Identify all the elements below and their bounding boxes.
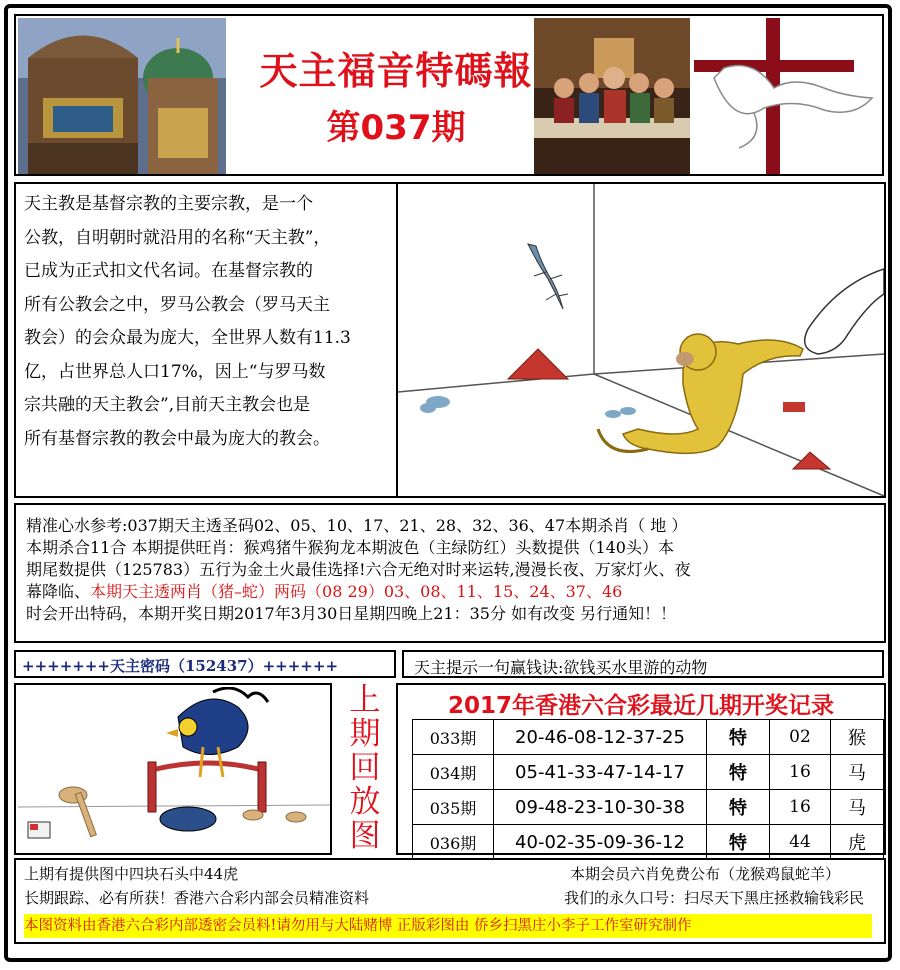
- period-cell: 033期: [413, 720, 494, 755]
- footer-line: [24, 862, 880, 886]
- secret-code: +++++++天主密码（152437）++++++: [22, 657, 339, 675]
- period-cell: 035期: [413, 790, 494, 825]
- intro-text: [24, 188, 394, 456]
- monkey-lizard-illustration: [396, 184, 884, 496]
- footer-text: 长期跟踪、必有所获！香港六合彩内部会员精准资料: [24, 889, 370, 907]
- tag-cell: 特: [707, 825, 770, 860]
- zodiac-cell: 马: [831, 790, 884, 825]
- zodiac-cell: 马: [831, 755, 884, 790]
- advice-highlight: 本期天主透两肖（猪–蛇）两码（08 29）03、08、11、15、24、37、46: [90, 582, 623, 601]
- intro-line: 已成为正式扣文代名词。在基督宗教的: [24, 261, 313, 281]
- footer-panel: [14, 858, 886, 944]
- tag-cell: 特: [707, 790, 770, 825]
- special-cell: 02: [770, 720, 831, 755]
- intro-line: 天主教是基督宗教的主要宗教，是一个: [24, 194, 313, 214]
- zodiac-cell: 猴: [831, 720, 884, 755]
- footer-banner: 本图资料由香港六合彩内部透密会员料!请勿用与大陆赌博 正版彩图由 侨乡扫黑庄小李子工作室研究制作: [24, 914, 872, 938]
- tag-cell: 特: [707, 720, 770, 755]
- records-table: [412, 719, 884, 860]
- table-row: [413, 720, 884, 755]
- period-cell: 034期: [413, 755, 494, 790]
- numbers-cell: 05-41-33-47-14-17: [494, 755, 707, 790]
- table-row: [413, 790, 884, 825]
- footer-text: 我们的永久口号：扫尽天下黑庄拯救输钱彩民: [563, 889, 864, 907]
- numbers-cell: 20-46-08-12-37-25: [494, 720, 707, 755]
- advice-text: 幕降临、: [26, 582, 91, 601]
- newspaper-title: 天主福音特碼報: [259, 49, 533, 93]
- intro-line: 所有基督宗教的教会中最为庞大的教会。: [24, 428, 330, 449]
- rooster-stones-illustration: [18, 687, 330, 853]
- intro-line: 教会）的会众最为庞大，全世界人数有11.3: [24, 328, 351, 348]
- advice-line: 期尾数提供（125783）五行为金土火最佳选择!六合无绝对时来运转,漫漫长夜、万家灯火、夜: [26, 560, 691, 579]
- replay-char: 放: [349, 784, 381, 820]
- replay-label: [340, 683, 390, 855]
- replay-char: 期: [349, 716, 381, 752]
- replay-char: 上: [349, 682, 381, 718]
- replay-char: 回: [349, 750, 381, 786]
- hint-text: 天主提示一句赢钱诀:欲钱买水里游的动物: [414, 658, 708, 677]
- cross-dove-image: [694, 18, 880, 174]
- period-cell: 036期: [413, 825, 494, 860]
- footer-text: 本期会员六肖免费公布（龙猴鸡鼠蛇羊）: [569, 865, 840, 883]
- advice-panel: [14, 503, 886, 643]
- advice-line: [26, 581, 874, 603]
- table-row: [413, 825, 884, 860]
- intro-line: 公教，自明朝时就沿用的名称“天主教”，: [24, 227, 331, 248]
- advice-line: 精准心水参考:037期天主透圣码02、05、10、17、21、28、32、36、47本期杀肖（ 地 ）: [26, 516, 688, 535]
- last-supper-painting: [534, 18, 690, 174]
- footer-row: [24, 862, 880, 910]
- special-cell: 44: [770, 825, 831, 860]
- records-panel: [396, 683, 886, 855]
- advice-line: 时会开出特码，本期开奖日期2017年3月30日星期四晚上21：35分 如有改变 另行通知！！: [26, 604, 677, 623]
- records-title: 2017年香港六合彩最近几期开奖记录: [447, 693, 834, 719]
- intro-line: 宗共融的天主教会”,目前天主教会也是: [24, 395, 311, 415]
- issue-number: 第037期: [326, 108, 466, 148]
- intro-line: 亿，占世界总人口17%，因上“与罗马数: [24, 361, 326, 382]
- footer-line: [24, 886, 880, 910]
- advice-line: 本期杀合11合 本期提供旺肖：猴鸡猪牛猴狗龙本期波色（主绿防红）头数提供（140头）本: [26, 538, 674, 557]
- hint-bar: [402, 650, 884, 678]
- numbers-cell: 40-02-35-09-36-12: [494, 825, 707, 860]
- footer-text: 上期有提供图中四块石头中44虎: [24, 865, 239, 883]
- intro-panel: [14, 182, 886, 498]
- replay-char: 图: [349, 818, 381, 854]
- church-image: [18, 18, 226, 174]
- special-cell: 16: [770, 755, 831, 790]
- zodiac-cell: 虎: [831, 825, 884, 860]
- intro-line: 所有公教会之中，罗马公教会（罗马天主: [24, 294, 330, 315]
- table-row: [413, 755, 884, 790]
- header-panel: [14, 14, 884, 176]
- numbers-cell: 09-48-23-10-30-38: [494, 790, 707, 825]
- tag-cell: 特: [707, 755, 770, 790]
- replay-image-panel: [14, 683, 332, 855]
- special-cell: 16: [770, 790, 831, 825]
- secret-code-bar: [14, 650, 396, 678]
